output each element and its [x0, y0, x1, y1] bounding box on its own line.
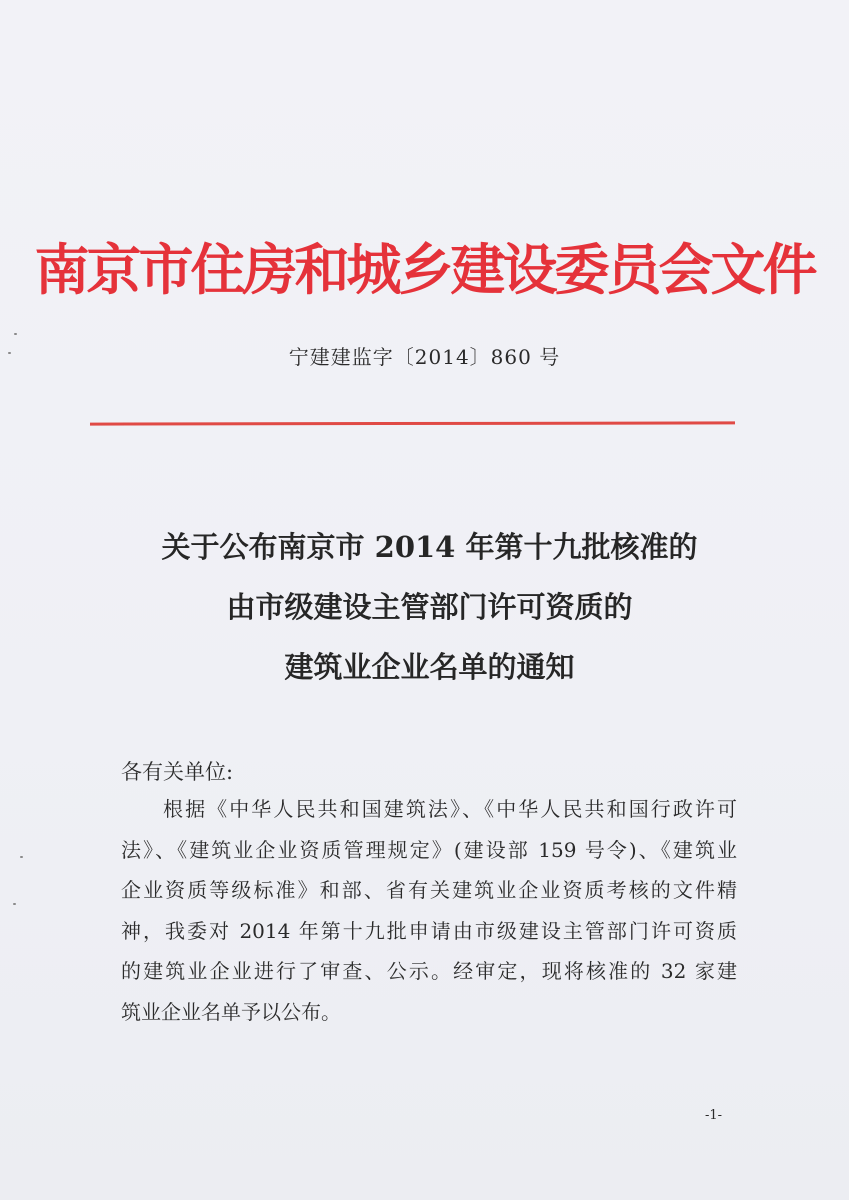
title-line: 关于公布南京市 2014 年第十九批核准的 — [161, 530, 698, 564]
scan-speck — [20, 856, 23, 858]
document-number: 宁建建监字〔2014〕860 号 — [288, 345, 561, 369]
paragraph-line: 根据《中华人民共和国建筑法》、《中华人民共和国行政许可 — [163, 797, 737, 821]
body-paragraph — [121, 789, 737, 1032]
paragraph-line: 神，我委对 2014 年第十九批申请由市级建设主管部门许可资质 — [121, 918, 737, 943]
red-divider-line — [90, 421, 735, 425]
scan-speck — [13, 903, 16, 905]
paragraph-line: 法》、《建筑业企业资质管理规定》(建设部 159 号令)、《建筑业 — [121, 837, 737, 862]
page-number: -1- — [705, 1108, 723, 1123]
scan-speck — [14, 333, 17, 335]
salutation: 各有关单位: — [121, 760, 234, 784]
title-line: 由市级建设主管部门许可资质的 — [226, 590, 633, 624]
document-title — [0, 517, 849, 697]
scan-speck — [8, 352, 11, 354]
paragraph-line: 的建筑业企业进行了审查、公示。经审定，现将核准的 32 家建 — [121, 959, 737, 983]
issuer-title: 南京市住房和城乡建设委员会文件 — [34, 237, 815, 302]
paragraph-line: 企业资质等级标准》和部、省有关建筑业企业资质考核的文件精 — [121, 878, 737, 902]
paragraph-line: 筑业企业名单予以公布。 — [121, 999, 341, 1024]
title-line: 建筑业企业名单的通知 — [284, 650, 575, 684]
